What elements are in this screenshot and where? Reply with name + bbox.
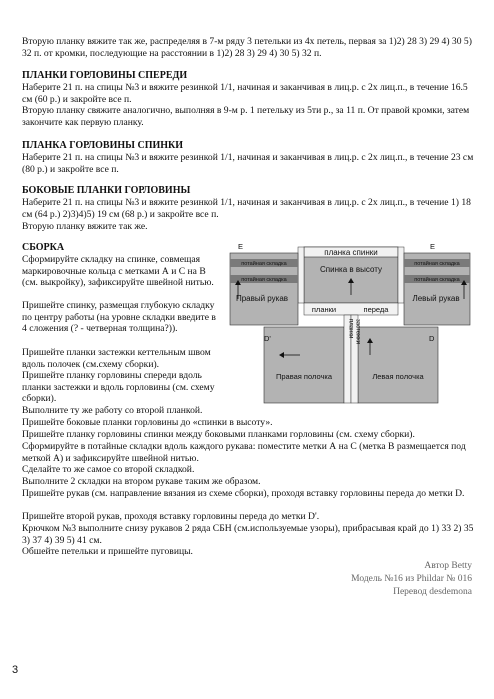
placket-label-right: застежки: [354, 319, 361, 345]
credits: [351, 560, 472, 599]
credit-author: Автор Betty: [424, 561, 472, 571]
back-band-label: планка спинки: [324, 248, 378, 257]
bands-label: планки: [311, 305, 337, 314]
front-band-text-2: Вторую планку свяжите аналогично, выполняя в 9-м р. 1 петельку из 5ти р., за 11 п. От правой кромки, затем закончите как первую планку.: [22, 105, 470, 128]
assembly-step-1: Сформируйте складку на спинке, совмещая маркировочные кольца с метками А и С на В (см. выкройку), зафиксируйте швейной нитью.: [22, 254, 214, 289]
side-band-left: [298, 247, 304, 303]
hidden-fold-label-1: потайная складка: [241, 261, 287, 267]
assembly-step-6: Пришейте боковые планки горловины до «спинки в высоту».: [22, 417, 273, 428]
assembly-step-7: Пришейте планку горловины спинки между боковыми планками горловины (см. схему сборки).: [22, 429, 415, 440]
back-label: Спинка в высоту: [320, 265, 382, 274]
label-d-right: D: [429, 334, 435, 343]
assembly-step-13: Крючком №3 выполните снизу рукавов 2 ряда СБН (см.используемые узоры), прибрасывая край до 1) 33 2) 35 3) 37 4) 39 5) 41 см.: [22, 523, 474, 546]
side-band-right: [398, 247, 404, 303]
hidden-fold-label-3: потайная складка: [414, 261, 460, 267]
assembly-step-4: Пришейте планку горловины спереди вдоль планки застежки и вдоль горловины (см. схему сборки).: [22, 370, 215, 405]
assembly-step-11: Пришейте рукав (см. направление вязания из схеме сборки), проходя вставку горловины переда до метки D.: [22, 488, 465, 499]
back-band-heading: ПЛАНКА ГОРЛОВИНЫ СПИНКИ: [22, 140, 184, 151]
assembly-step-5: Выполните ту же работу со второй планкой.: [22, 405, 203, 416]
side-band-text: Наберите 21 п. на спицы №3 и вяжите резинкой 1/1, начиная и заканчивая в лиц.р. с 2х лиц.п., в течение 1) 18 см (64 р.) 2)3)4)5) 19 см (68 р.) и закройте все п.: [22, 197, 471, 220]
assembly-step-10: Выполните 2 складки на втором рукаве таким же образом.: [22, 476, 261, 487]
assembly-step-12: Пришейте второй рукав, проходя вставку горловины переда до метки D'.: [22, 511, 320, 522]
left-front-label: Левая полочка: [372, 372, 424, 381]
front-band-label: переда: [363, 305, 389, 314]
assembly-heading: СБОРКА: [22, 242, 65, 253]
label-e-left: E: [238, 242, 244, 251]
hidden-fold-label-2: потайная складка: [241, 277, 287, 283]
back-band-text: Наберите 21 п. на спицы №3 и вяжите резинкой 1/1, начиная и заканчивая в лиц.р. с 2х лиц.п., в течение 23 см (80 р.) и закройте все п.: [22, 152, 474, 175]
right-front-label: Правая полочка: [275, 372, 333, 381]
label-d-left: D': [264, 334, 271, 343]
page-number: 3: [12, 664, 19, 676]
right-front-panel: [264, 327, 344, 403]
left-sleeve-label: Левый рукав: [412, 294, 460, 303]
side-band-text-2: Вторую планку вяжите так же.: [22, 221, 148, 232]
front-band-heading: ПЛАНКИ ГОРЛОВИНЫ СПЕРЕДИ: [22, 70, 188, 81]
assembly-step-14: Обшейте петельки и пришейте пуговицы.: [22, 546, 193, 557]
side-band-heading: БОКОВЫЕ ПЛАНКИ ГОРЛОВИНЫ: [22, 185, 191, 196]
credit-model: Модель №16 из Phildar № 016: [351, 574, 472, 584]
front-band-text: Наберите 21 п. на спицы №3 и вяжите резинкой 1/1, начиная и заканчивая в лиц.р. с 2х лиц.п., в течение 16.5 см (60 р.) и закройте все п.: [22, 82, 468, 105]
assembly-step-8: Сформируйте в потайные складки вдоль каждого рукава: поместите метки А на С (метка В размещается под меткой А) и зафиксируйте швейной нитью.: [22, 441, 466, 464]
assembly-step-2: Пришейте спинку, размещая глубокую складку по центру работы (на уровне складки введите в 4 сложения (? - четверная толщина?)).: [22, 300, 216, 335]
label-e-right: E: [430, 242, 436, 251]
hidden-fold-label-4: потайная складка: [414, 277, 460, 283]
right-sleeve-label: Правый рукав: [235, 294, 289, 303]
placket-label-left: планки: [347, 319, 354, 339]
assembly-diagram: [224, 239, 476, 409]
intro-paragraph: Вторую планку вяжите так же, распределяя в 7-м ряду 3 петельки из 4х петель, первая за 1)2) 28 3) 29 4) 30 5) 32 п. от кромки, последующие на расстоянии в 1)2) 28 3) 29 4) 30 5) 32 п.: [22, 36, 472, 59]
credit-translation: Перевод desdemona: [393, 587, 472, 597]
assembly-step-3: Пришейте планки застежки кеттельным швом вдоль полочек (см.схему сборки).: [22, 347, 211, 370]
assembly-step-9: Сделайте то же самое со второй складкой.: [22, 464, 195, 475]
